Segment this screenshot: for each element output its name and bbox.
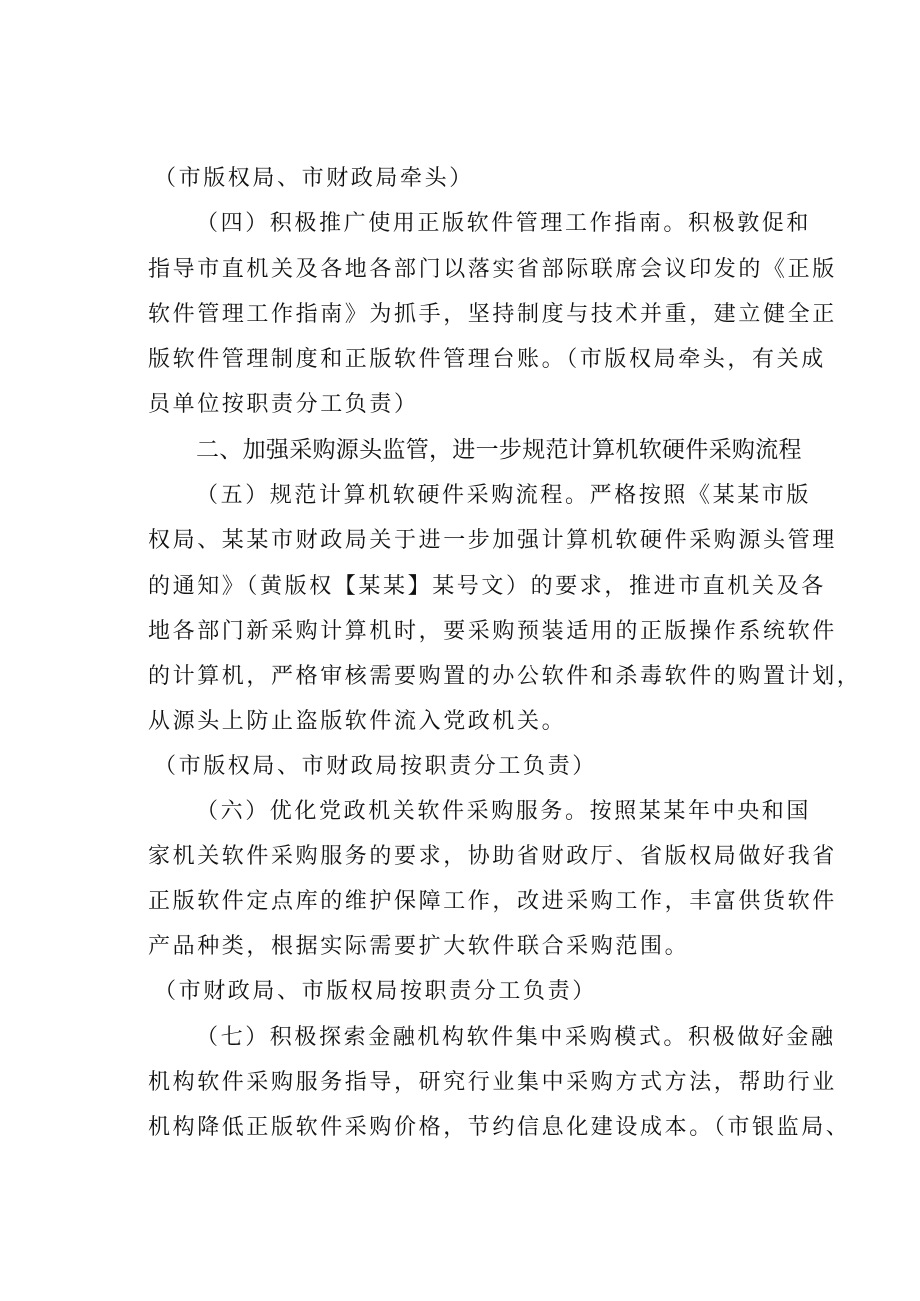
paragraph-line: 的计算机，严格审核需要购置的办公软件和杀毒软件的购置计划， [148, 664, 862, 689]
responsibility-note: （市版权局、市财政局按职责分工负责） [154, 754, 597, 779]
responsibility-note: （市财政局、市版权局按职责分工负责） [154, 979, 597, 1004]
paragraph-line: 从源头上防止盗版软件流入党政机关。 [148, 709, 567, 734]
paragraph-line: 正版软件定点库的维护保障工作，改进采购工作，丰富供货软件 [148, 889, 837, 914]
section-6-title-line: （六）优化党政机关软件采购服务。按照某某年中央和国 [196, 799, 812, 824]
paragraph-line: 产品种类，根据实际需要扩大软件联合采购范围。 [148, 934, 690, 959]
paragraph-line: 版软件管理制度和正版软件管理台账。（市版权局牵头，有关成 [148, 347, 826, 372]
section-heading: 二、加强采购源头监管，进一步规范计算机软硬件采购流程 [196, 437, 802, 463]
paragraph-line: 权局、某某市财政局关于进一步加强计算机软硬件采购源头管理 [148, 528, 837, 553]
paragraph-line: 机构降低正版软件采购价格，节约信息化建设成本。（市银监局、 [148, 1115, 851, 1140]
section-5-title-line: （五）规范计算机软硬件采购流程。严格按照《某某市版 [196, 483, 812, 508]
section-7-title-line: （七）积极探索金融机构软件集中采购模式。积极做好金融 [196, 1025, 836, 1050]
paragraph-line: 员单位按职责分工负责） [148, 392, 419, 417]
paragraph-line: 机构软件采购服务指导，研究行业集中采购方式方法，帮助行业 [148, 1070, 837, 1095]
paragraph-line: 家机关软件采购服务的要求，协助省财政厅、省版权局做好我省 [148, 844, 837, 869]
paragraph-line: 的通知》（黄版权【某某】某号文）的要求，推进市直机关及各 [148, 574, 826, 599]
paragraph-line: 地各部门新采购计算机时，要采购预装适用的正版操作系统软件 [148, 619, 837, 644]
section-4-title-line: （四）积极推广使用正版软件管理工作指南。积极敦促和 [196, 211, 812, 236]
paragraph-line: 指导市直机关及各地各部门以落实省部际联席会议印发的《正版 [148, 257, 837, 282]
responsibility-note: （市版权局、市财政局牵头） [154, 166, 474, 191]
paragraph-line: 软件管理工作指南》为抓手，坚持制度与技术并重，建立健全正 [148, 302, 837, 327]
